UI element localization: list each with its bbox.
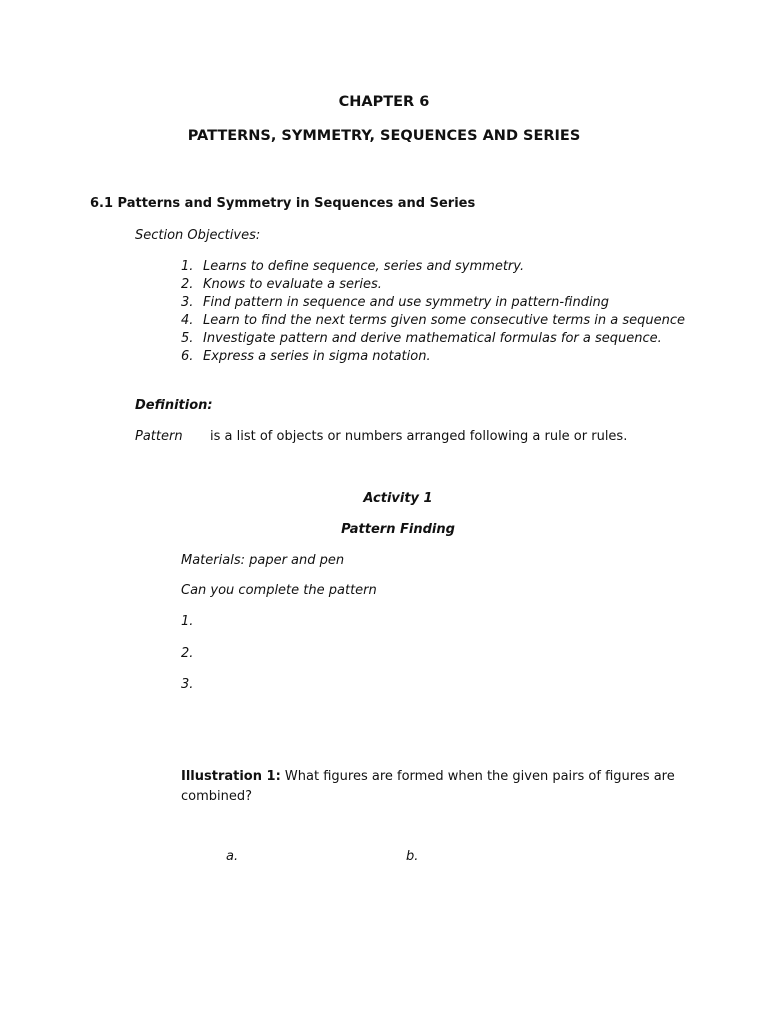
definition-text: is a list of objects or numbers arranged following a rule or rules. xyxy=(210,429,628,444)
list-item-text: Knows to evaluate a series. xyxy=(203,277,382,292)
illustration-option-a: a. xyxy=(226,849,239,864)
list-item-text: Express a series in sigma notation. xyxy=(203,349,431,364)
activity-item-3: 3. xyxy=(181,677,194,692)
activity-item-1: 1. xyxy=(181,614,194,629)
list-item-number: 6. xyxy=(181,349,194,364)
list-item-text: Learn to find the next terms given some consecutive terms in a sequence xyxy=(203,313,685,328)
definition-term: Pattern xyxy=(135,429,183,444)
illustration-option-b: b. xyxy=(406,849,419,864)
illustration-text: What figures are formed when the given pairs of figures are xyxy=(284,769,675,784)
list-item-text: Learns to define sequence, series and symmetry. xyxy=(203,259,525,274)
activity-title: Activity 1 xyxy=(363,491,433,506)
list-item-number: 2. xyxy=(181,277,194,292)
list-item-text: Find pattern in sequence and use symmetry in pattern-finding xyxy=(203,295,610,310)
illustration-label: Illustration 1: xyxy=(181,769,281,784)
list-item-number: 4. xyxy=(181,313,194,328)
activity-prompt: Can you complete the pattern xyxy=(181,583,377,598)
activity-materials: Materials: paper and pen xyxy=(181,553,345,568)
list-item-text: Investigate pattern and derive mathematical formulas for a sequence. xyxy=(203,331,662,346)
chapter-title: PATTERNS, SYMMETRY, SEQUENCES AND SERIES xyxy=(187,128,581,144)
objectives-label: Section Objectives: xyxy=(135,228,261,243)
list-item-number: 1. xyxy=(181,259,194,274)
chapter-label: CHAPTER 6 xyxy=(338,94,430,110)
section-heading: 6.1 Patterns and Symmetry in Sequences and Series xyxy=(90,196,476,211)
activity-subtitle: Pattern Finding xyxy=(341,522,455,537)
definition-label: Definition: xyxy=(135,398,213,413)
illustration-line-1 xyxy=(181,769,675,784)
list-item-number: 5. xyxy=(181,331,194,346)
activity-item-2: 2. xyxy=(181,646,194,661)
illustration-line-2: combined? xyxy=(181,789,253,804)
list-item-number: 3. xyxy=(181,295,194,310)
objectives-list xyxy=(181,259,701,369)
